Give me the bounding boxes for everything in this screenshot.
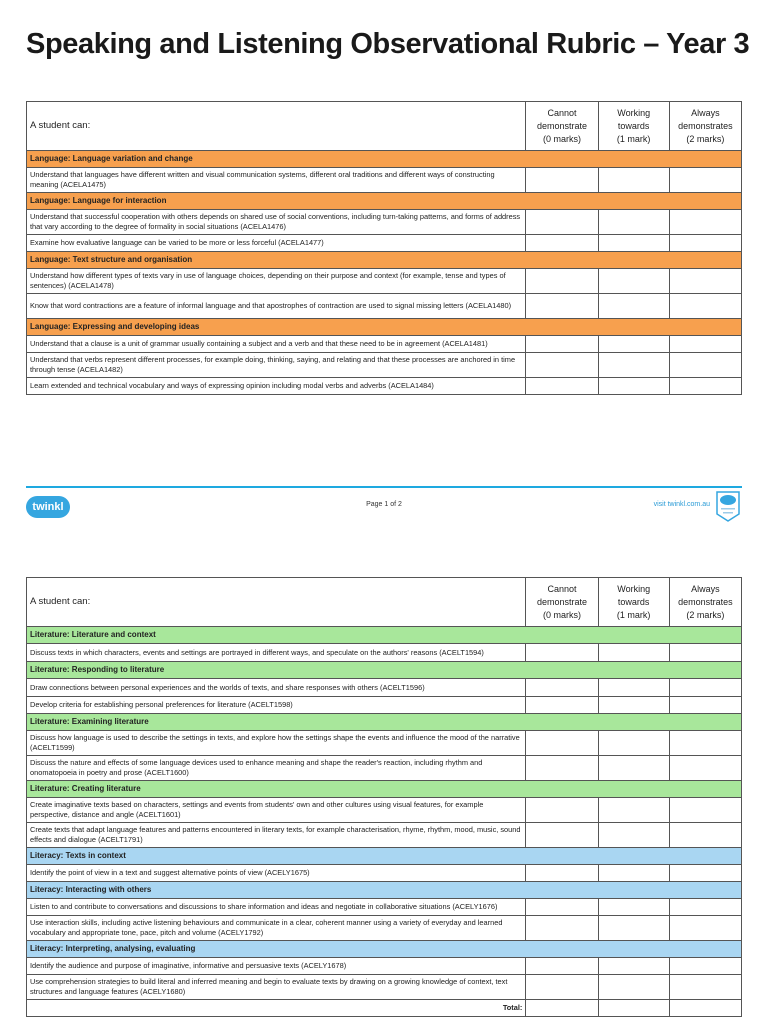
criterion-text: Use comprehension strategies to build literal and inferred meaning and begin to evaluate texts by drawing on a growing knowledge of context, text structures and language features (ACELY1680) [27,975,526,1000]
mark-cell-always[interactable] [669,210,741,235]
total-label: Total: [27,1000,526,1017]
total-cell-always[interactable] [669,1000,741,1017]
mark-cell-always[interactable] [669,378,741,395]
criterion-text: Know that word contractions are a feature of informal language and that apostrophes of contraction are used to signal missing letters (ACELA1480) [27,294,526,319]
criterion-row [27,353,742,378]
header-col-line: towards [617,120,650,131]
mark-cell-working[interactable] [598,823,669,848]
mark-cell-working[interactable] [598,731,669,756]
header-col-always [669,102,741,151]
mark-cell-cannot[interactable] [526,378,598,395]
header-col-line: (2 marks) [686,133,725,144]
mark-cell-cannot[interactable] [526,210,598,235]
header-student-can: A student can: [27,102,526,151]
criterion-row [27,823,742,848]
mark-cell-always[interactable] [669,235,741,252]
header-col-line: Working [617,583,651,594]
mark-cell-cannot[interactable] [526,644,598,662]
mark-cell-cannot[interactable] [526,168,598,193]
mark-cell-working[interactable] [598,644,669,662]
header-col-cannot [526,578,598,627]
mark-cell-always[interactable] [669,697,741,714]
section-header-row [27,252,742,269]
mark-cell-cannot[interactable] [526,269,598,294]
mark-cell-working[interactable] [598,697,669,714]
criterion-text: Create texts that adapt language features and patterns encountered in literary texts, for example characterisation, rhyme, rhythm, mood, music, sound effects and dialogue (ACELT1791) [27,823,526,848]
header-col-line: Cannot [547,107,577,118]
mark-cell-always[interactable] [669,975,741,1000]
mark-cell-working[interactable] [598,235,669,252]
header-col-line: demonstrate [536,596,587,607]
criterion-text: Draw connections between personal experiences and the worlds of texts, and share responses with others (ACELT1596) [27,679,526,697]
mark-cell-cannot[interactable] [526,823,598,848]
criterion-row [27,697,742,714]
section-header-row [27,193,742,210]
mark-cell-cannot[interactable] [526,958,598,975]
mark-cell-cannot[interactable] [526,679,598,697]
header-col-line: (1 mark) [616,609,651,620]
mark-cell-cannot[interactable] [526,294,598,319]
section-title: Language: Language variation and change [27,151,742,168]
criterion-row [27,210,742,235]
header-col-cannot [526,102,598,151]
header-col-line: (0 marks) [542,609,581,620]
mark-cell-always[interactable] [669,336,741,353]
header-col-line: Cannot [547,583,577,594]
rubric-table-language [26,101,742,395]
criterion-text: Discuss how language is used to describe the settings in texts, and explore how the settings shape the events and influence the mood of the narrative (ACELT1599) [27,731,526,756]
section-title: Literacy: Texts in context [27,848,742,865]
total-cell-working[interactable] [598,1000,669,1017]
header-col-line: (1 mark) [616,133,651,144]
mark-cell-always[interactable] [669,168,741,193]
mark-cell-cannot[interactable] [526,756,598,781]
criterion-row [27,958,742,975]
section-title: Literacy: Interpreting, analysing, evaluating [27,941,742,958]
mark-cell-working[interactable] [598,958,669,975]
mark-cell-always[interactable] [669,644,741,662]
header-col-line: Working [617,107,651,118]
criterion-text: Understand that successful cooperation with others depends on shared use of social conventions, including turn-taking patterns, and forms of address that vary according to the degree of formality in social situations (ACELA1476) [27,210,526,235]
mark-cell-always[interactable] [669,353,741,378]
rubric-table-literature [26,577,742,1017]
mark-cell-cannot[interactable] [526,798,598,823]
criterion-row [27,916,742,941]
section-header-row [27,848,742,865]
section-title: Language: Text structure and organisation [27,252,742,269]
criterion-row [27,269,742,294]
section-title: Language: Language for interaction [27,193,742,210]
criterion-text: Learn extended and technical vocabulary and ways of expressing opinion including modal verbs and adverbs (ACELA1484) [27,378,526,395]
mark-cell-working[interactable] [598,210,669,235]
header-col-line: Always [691,107,720,118]
mark-cell-always[interactable] [669,756,741,781]
visit-link[interactable]: visit twinkl.com.au [653,501,710,508]
table-header-row [27,578,742,627]
section-title: Language: Expressing and developing ideas [27,319,742,336]
mark-cell-cannot[interactable] [526,336,598,353]
header-col-working [598,102,669,151]
mark-cell-working[interactable] [598,975,669,1000]
section-header-row [27,319,742,336]
criterion-row [27,168,742,193]
criterion-text: Listen to and contribute to conversations and discussions to share information and ideas and negotiate in collaborative situations (ACELY1676) [27,899,526,916]
criterion-text: Understand that languages have different written and visual communication systems, different oral traditions and different ways of constructing meaning (ACELA1475) [27,168,526,193]
table-header-row [27,102,742,151]
mark-cell-always[interactable] [669,958,741,975]
section-header-row [27,781,742,798]
quality-badge-icon [714,490,742,522]
criterion-row [27,798,742,823]
criterion-row [27,731,742,756]
criterion-text: Understand that a clause is a unit of grammar usually containing a subject and a verb and that these need to be in agreement (ACELA1481) [27,336,526,353]
criterion-text: Develop criteria for establishing personal preferences for literature (ACELT1598) [27,697,526,714]
mark-cell-working[interactable] [598,294,669,319]
criterion-text: Understand that verbs represent different processes, for example doing, thinking, saying, and relating and that these processes are anchored in time through tense (ACELA1482) [27,353,526,378]
criterion-text: Examine how evaluative language can be varied to be more or less forceful (ACELA1477) [27,235,526,252]
section-title: Literature: Literature and context [27,627,742,644]
section-title: Literature: Examining literature [27,714,742,731]
header-col-working [598,578,669,627]
mark-cell-cannot[interactable] [526,235,598,252]
criterion-row [27,756,742,781]
criterion-row [27,294,742,319]
mark-cell-working[interactable] [598,899,669,916]
mark-cell-cannot[interactable] [526,899,598,916]
mark-cell-always[interactable] [669,731,741,756]
header-col-line: (0 marks) [542,133,581,144]
page-title: Speaking and Listening Observational Rubric – Year 3 [26,28,750,60]
section-header-row [27,941,742,958]
mark-cell-working[interactable] [598,916,669,941]
mark-cell-always[interactable] [669,269,741,294]
mark-cell-always[interactable] [669,823,741,848]
section-header-row [27,662,742,679]
criterion-text: Create imaginative texts based on characters, settings and events from students' own and other cultures using visual features, for example perspective, distance and angle (ACELT1601) [27,798,526,823]
header-col-always [669,578,741,627]
header-student-can: A student can: [27,578,526,627]
header-col-line: demonstrates [678,120,733,131]
twinkl-logo[interactable]: twinkl [26,496,70,518]
mark-cell-working[interactable] [598,798,669,823]
header-col-line: demonstrate [536,120,587,131]
section-title: Literature: Creating literature [27,781,742,798]
mark-cell-cannot[interactable] [526,353,598,378]
header-col-line: Always [691,583,720,594]
criterion-row [27,975,742,1000]
header-col-line: towards [617,596,650,607]
mark-cell-always[interactable] [669,798,741,823]
mark-cell-working[interactable] [598,168,669,193]
page-footer [0,486,768,526]
criterion-row [27,378,742,395]
mark-cell-always[interactable] [669,865,741,882]
mark-cell-always[interactable] [669,899,741,916]
criterion-row [27,644,742,662]
mark-cell-cannot[interactable] [526,975,598,1000]
header-col-line: demonstrates [678,596,733,607]
mark-cell-always[interactable] [669,679,741,697]
mark-cell-working[interactable] [598,865,669,882]
page-number: Page 1 of 2 [366,501,402,508]
mark-cell-cannot[interactable] [526,697,598,714]
section-header-row [27,151,742,168]
mark-cell-working[interactable] [598,353,669,378]
total-row [27,1000,742,1017]
mark-cell-cannot[interactable] [526,865,598,882]
mark-cell-cannot[interactable] [526,731,598,756]
criterion-row [27,865,742,882]
mark-cell-working[interactable] [598,336,669,353]
mark-cell-working[interactable] [598,679,669,697]
criterion-row [27,235,742,252]
criterion-text: Use interaction skills, including active listening behaviours and communicate in a clear, coherent manner using a variety of everyday and learned vocabulary and appropriate tone, pace, pitch and volume (ACELY1792) [27,916,526,941]
section-title: Literature: Responding to literature [27,662,742,679]
total-cell-cannot[interactable] [526,1000,598,1017]
section-header-row [27,882,742,899]
mark-cell-always[interactable] [669,294,741,319]
criterion-text: Discuss texts in which characters, events and settings are portrayed in different ways, and speculate on the authors' reasons (ACELT1594) [27,644,526,662]
mark-cell-working[interactable] [598,269,669,294]
section-header-row [27,627,742,644]
criterion-text: Identify the point of view in a text and suggest alternative points of view (ACELY1675) [27,865,526,882]
header-col-line: (2 marks) [686,609,725,620]
criterion-row [27,899,742,916]
mark-cell-working[interactable] [598,756,669,781]
criterion-text: Identify the audience and purpose of imaginative, informative and persuasive texts (ACELY1678) [27,958,526,975]
mark-cell-always[interactable] [669,916,741,941]
criterion-row [27,336,742,353]
mark-cell-cannot[interactable] [526,916,598,941]
section-title: Literacy: Interacting with others [27,882,742,899]
section-header-row [27,714,742,731]
criterion-text: Discuss the nature and effects of some language devices used to enhance meaning and shape the reader's reaction, including rhythm and onomatopoeia in poetry and prose (ACELT1600) [27,756,526,781]
mark-cell-working[interactable] [598,378,669,395]
footer-divider [26,486,742,488]
criterion-row [27,679,742,697]
criterion-text: Understand how different types of texts vary in use of language choices, depending on their purpose and context (for example, tense and types of sentences) (ACELA1478) [27,269,526,294]
